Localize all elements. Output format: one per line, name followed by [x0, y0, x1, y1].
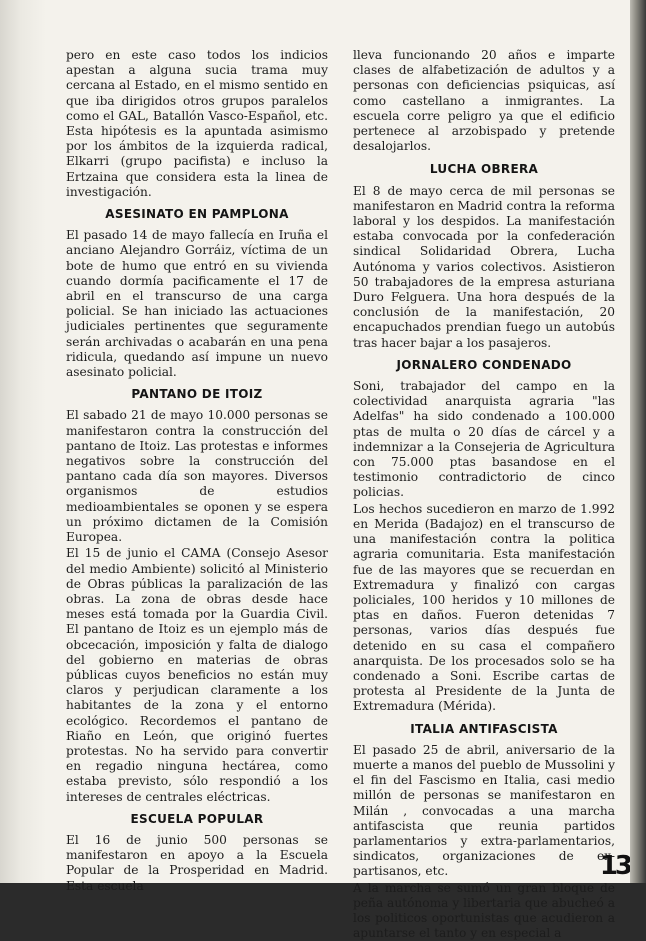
heading-italia-antifascista: ITALIA ANTIFASCISTA: [410, 721, 558, 736]
italia-paragraph-2: A la marcha se sumó un gran bloque de peña autónoma y libertaria que abucheó a los politicos oportunistas que acudieron a apuntarse el tanto y en especial a: [353, 880, 615, 941]
right-column: [353, 48, 615, 941]
page-number: 13: [599, 851, 630, 881]
page-binding-shadow: [0, 0, 46, 883]
escuela-continued-paragraph: lleva funcionando 20 años e imparte clases de alfabetización de adultos y a personas con deficiencias psiquicas, así como castellano a inmigrantes. La escuela corre peligro ya que el edificio pertenece al arzobispado y pretende desalojarlos.: [353, 48, 615, 154]
heading-jornalero-condenado: JORNALERO CONDENADO: [396, 357, 572, 372]
heading-escuela-popular: ESCUELA POPULAR: [130, 811, 264, 826]
intro-paragraph: pero en este caso todos los indicios apestan a alguna sucia trama muy cercana al Estado, en el mismo sentido en que iba dirigidos otros grupos paralelos como el GAL, Batallón Vasco-Español, etc. Esta hipótesis es la apuntada asimismo por los ámbitos de la izquierda radical, Elkarri (grupo pacifista) e incluso la Ertzaina que considera esta la linea de investigación.: [66, 48, 328, 199]
page-edge-shadow: [630, 0, 646, 883]
escuela-paragraph: El 16 de junio 500 personas se manifestaron en apoyo a la Escuela Popular de la Prosperidad en Madrid. Esta escuela: [66, 832, 328, 893]
heading-pantano-itoiz: PANTANO DE ITOIZ: [131, 387, 263, 402]
italia-paragraph-1: El pasado 25 de abril, aniversario de la muerte a manos del pueblo de Mussolini y el fin del Fascismo en Italia, casi medio millón de personas se manifestaron en Milán , convocadas a una marcha antifascista que reunia partidos parlamentarios y extra-parlamentarios, sindicatos, organizaciones de ex-partisanos, etc.: [353, 742, 615, 879]
heading-asesinato-pamplona: ASESINATO EN PAMPLONA: [105, 207, 289, 222]
itoiz-paragraph-2: El 15 de junio el CAMA (Consejo Asesor del medio Ambiente) solicitó al Ministerio de Obras públicas la paralización de las obras. La zona de obras desde hace meses está tomada por la Guardia Civil. El pantano de Itoiz es un ejemplo más de obcecación, imposición y falta de dialogo del gobierno en materias de obras públicas cuyos beneficios no están muy claros y perjudican claramente a los habitantes de la zona y el entorno ecológico. Recordemos el pantano de Riaño en León, que originó fuertes protestas. No ha servido para convertir en regadio ninguna hectárea, como estaba previsto, sólo respondió a los intereses de centrales eléctricas.: [66, 546, 328, 804]
pamplona-paragraph: El pasado 14 de mayo fallecía en Iruña el anciano Alejandro Gorráiz, víctima de un bote de humo que entró en su vivienda cuando dormía pacificamente el 17 de abril en el transcurso de una carga policial. Se han iniciado las actuaciones judiciales pertinentes que seguramente serán archivadas o acabarán en una pena ridicula, quedando así impune un nuevo asesinato policial.: [66, 228, 328, 380]
jornalero-paragraph-2: Los hechos sucedieron en marzo de 1.992 en Merida (Badajoz) en el transcurso de una manifestación contra la politica agraria comunitaria. Esta manifestación fue de las mayores que se recuerdan en Extremadura y finalizó con cargas policiales, 100 heridos y 10 millones de ptas en daños. Fueron detenidas 7 personas, varios días después fue detenido en su casa el compañero anarquista. De los procesados solo se ha condenado a Soni. Escribe cartas de protesta al Presidente de la Junta de Extremadura (Mérida).: [353, 501, 615, 714]
lucha-paragraph: El 8 de mayo cerca de mil personas se manifestaron en Madrid contra la reforma laboral y los despidos. La manifestación estaba convocada por la confederación sindical Solidaridad Obrera, Lucha Autónoma y varios colectivos. Asistieron 50 trabajadores de la empresa asturiana Duro Felguera. Una hora después de la conclusión de la manifestación, 20 encapuchados prendian fuego un autobús tras hacer bajar a los pasajeros.: [353, 183, 615, 350]
itoiz-paragraph-1: El sabado 21 de mayo 10.000 personas se manifestaron contra la construcción del pantano de Itoiz. Las protestas e informes negativos sobre la construcción del pantano cada día son mayores. Diversos organismos de estudios medioambientales se oponen y se espera un próximo dictamen de la Comisión Europea.: [66, 408, 328, 545]
left-column: [66, 48, 328, 893]
heading-lucha-obrera: LUCHA OBRERA: [429, 162, 539, 177]
jornalero-paragraph-1: Soni, trabajador del campo en la colectividad anarquista agraria "las Adelfas" ha sido condenado a 100.000 ptas de multa o 20 días de cárcel y a indemnizar a la Consejeria de Agricultura con 75.000 ptas basandose en el testimonio contradictorio de cinco policias.: [353, 379, 615, 500]
